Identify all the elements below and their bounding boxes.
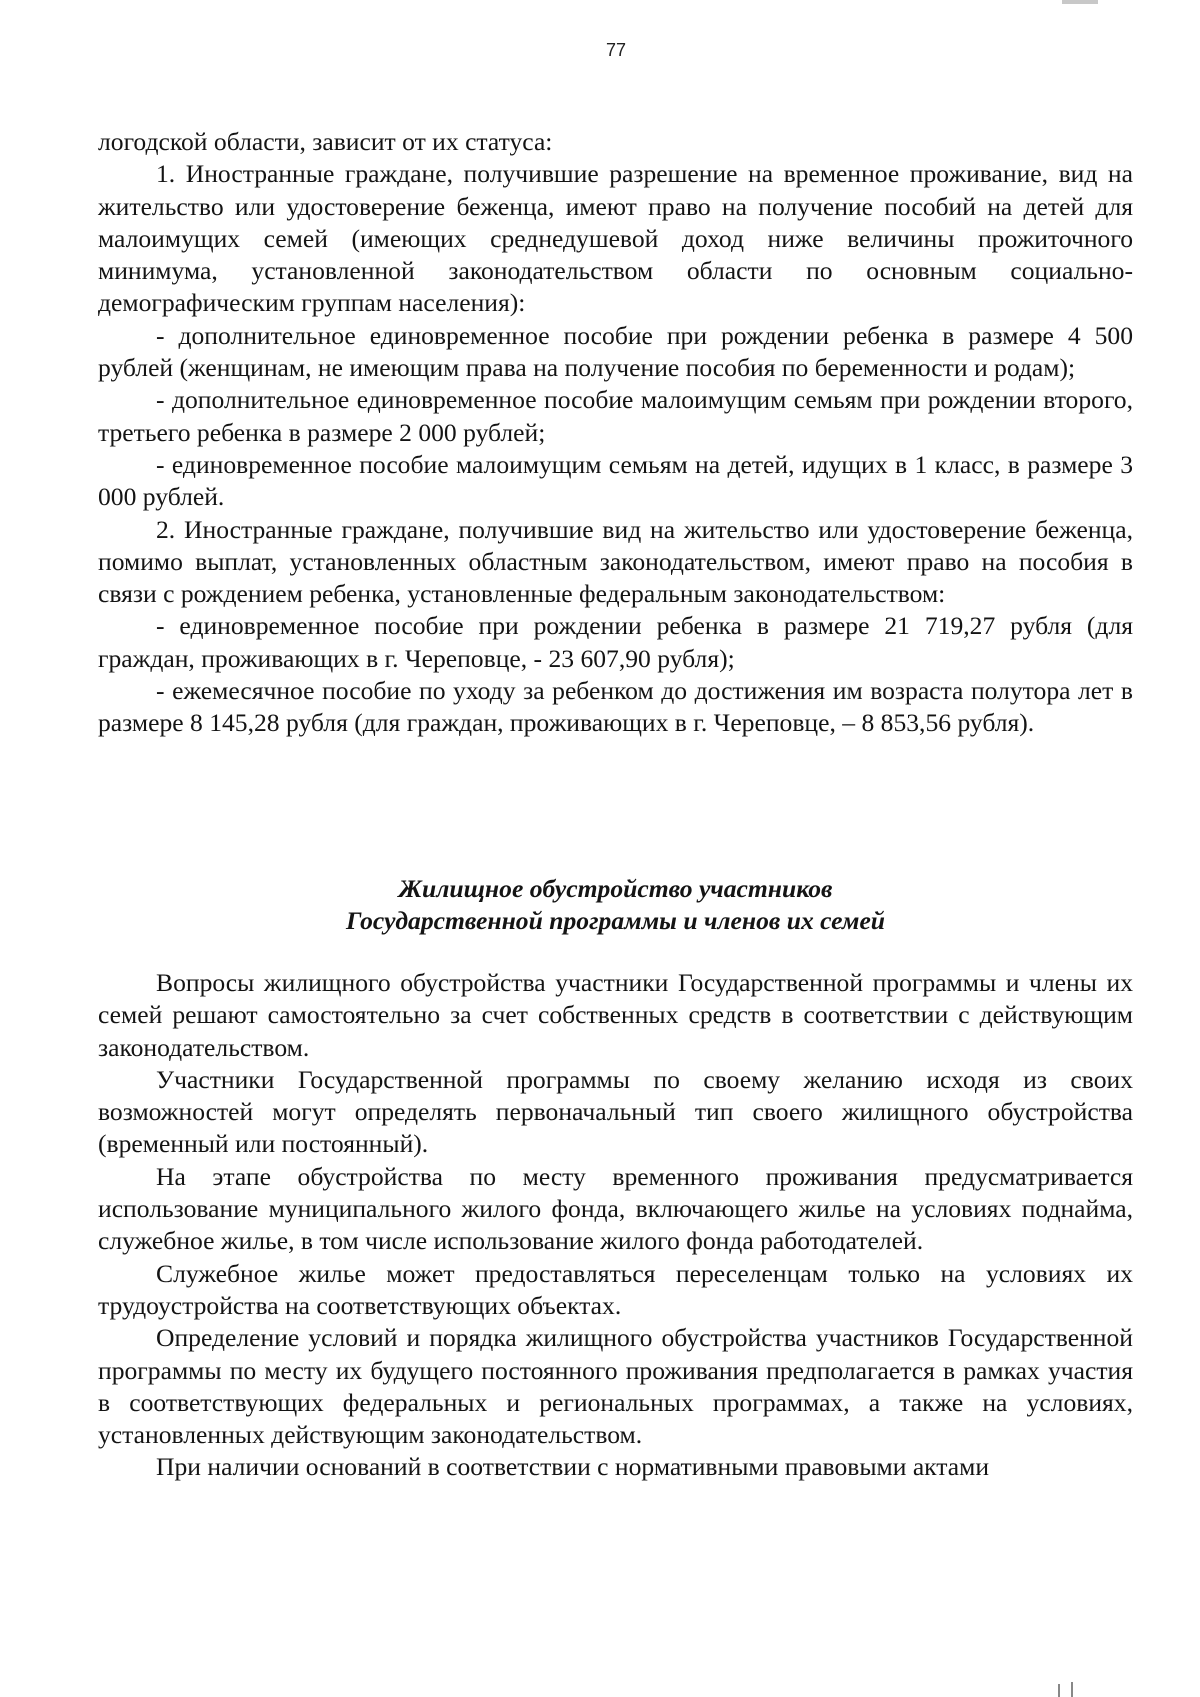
scan-artifact: [1062, 0, 1098, 4]
paragraph: На этапе обустройства по месту временного проживания предусматривается использование муниципального жилого фонда, включающего жилье на условиях поднайма, служебное жилье, в том числе использование жилого фонда работодателей.: [98, 1161, 1133, 1256]
paragraph: - единовременное пособие малоимущим семьям на детей, идущих в 1 класс, в размере 3 000 рублей.: [98, 449, 1133, 512]
paragraph: 1. Иностранные граждане, получившие разрешение на временное проживание, вид на жительство или удостоверение беженца, имеют право на получение пособий на детей для малоимущих семей (имеющих среднедушевой доход ниже величины прожиточного минимума, установленной законодательством области по основным социально-демографическим группам населения):: [98, 159, 1133, 318]
body-text-bottom: [98, 967, 1133, 1484]
section-heading-line: Жилищное обустройство участников: [398, 874, 833, 903]
page-number: 77: [605, 40, 627, 60]
paragraph: Определение условий и порядка жилищного обустройства участников Государственной программы по месту их будущего постоянного проживания предполагается в рамках участия в соответствующих федеральных и региональных программах, а также на условиях, установленных действующим законодательством.: [98, 1323, 1133, 1450]
paragraph: При наличии оснований в соответствии с нормативными правовыми актами: [156, 1452, 990, 1482]
scan-artifact: [1071, 1682, 1073, 1697]
paragraph: Служебное жилье может предоставляться переселенцам только на условиях их трудоустройства на соответствующих объектах.: [98, 1258, 1133, 1320]
paragraph: - ежемесячное пособие по уходу за ребенком до достижения им возраста полутора лет в размере 8 145,28 рубля (для граждан, проживающих в г. Череповце, – 8 853,56 рубля).: [98, 676, 1133, 738]
body-text-top: [98, 126, 1133, 740]
scan-artifact: [1058, 1684, 1060, 1697]
section-heading: [98, 873, 1133, 938]
section-heading-line: Государственной программы и членов их семей: [345, 906, 886, 936]
paragraph: - дополнительное единовременное пособие малоимущим семьям при рождении второго, третьего ребенка в размере 2 000 рублей;: [98, 385, 1133, 447]
paragraph: Вопросы жилищного обустройства участники Государственной программы и члены их семей решают самостоятельно за счет собственных средств в соответствии с действующим законодательством.: [98, 968, 1133, 1062]
paragraph: Участники Государственной программы по своему желанию исходя из своих возможностей могут определять первоначальный тип своего жилищного обустройства (временный или постоянный).: [98, 1064, 1133, 1159]
paragraph: 2. Иностранные граждане, получившие вид на жительство или удостоверение беженца, помимо выплат, установленных областным законодательством, имеют право на пособия в связи с рождением ребенка, установленные федеральным законодательством:: [98, 514, 1133, 609]
paragraph: логодской области, зависит от их статуса:: [98, 127, 553, 156]
paragraph: - единовременное пособие при рождении ребенка в размере 21 719,27 рубля (для граждан, проживающих в г. Череповце, - 23 607,90 рубля);: [98, 611, 1133, 673]
paragraph: - дополнительное единовременное пособие при рождении ребенка в размере 4 500 рублей (женщинам, не имеющим права на получение пособия по беременности и родам);: [98, 320, 1133, 383]
